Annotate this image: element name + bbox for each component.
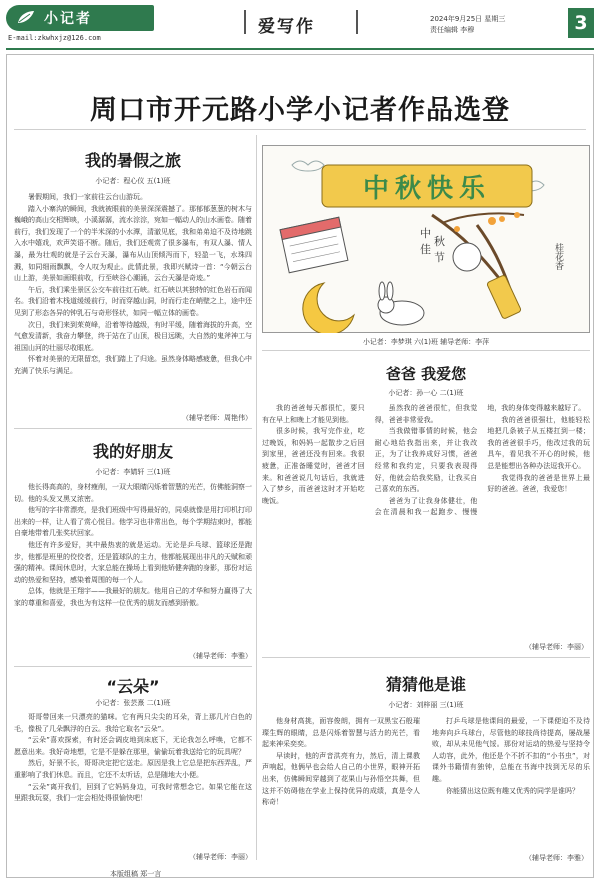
article-body-guess xyxy=(262,716,590,848)
article-separator xyxy=(14,666,252,667)
article-body-friend xyxy=(14,482,252,610)
contact-email: E-mail:zkwhxjz@126.com xyxy=(8,34,101,42)
responsible-editor: 责任编辑 李穆 xyxy=(430,26,475,34)
page-number: 3 xyxy=(568,8,594,38)
paragraph: 我的爸爸每天都很忙，要只有在早上和晚上才能见到他。 xyxy=(262,404,365,424)
paragraph: 午后，我们乘坐景区公交车前往红石峡。红石峡以其独特的红色岩石而闻名。我们沿着木栈道缓缓前行，时而穿越山洞，时而行走在峭壁之上，途中还见到了形态各异的钟乳石与奇形怪状，如同一幅立体的画卷。 xyxy=(14,285,252,317)
paragraph: 爸爸为了让我身体健壮，他会在清晨和我一起跑步、慢慢地，我的身体变得越来越好了。 xyxy=(374,404,586,517)
section-divider-left xyxy=(244,10,246,34)
paragraph: 虽然我的爸爸很忙，但我觉得，爸爸非常爱我。 xyxy=(374,404,478,424)
article-body-dad xyxy=(262,403,590,639)
article-byline-summer: 小记者：程心仪 五(1)班 xyxy=(95,177,171,185)
drawing-caption: 小记者：李梦琪 六(1)班 辅导老师：李萍 xyxy=(362,338,490,346)
drawing-headline: 中秋快乐 xyxy=(362,174,492,204)
paragraph: 他写的字非常漂亮，是我们班级中写得最好的，同桌就像是用打印机打印出来的一样，让人看了赏心悦目。他学习也非常出色，每个学期结束时，都能自豪地带着几张奖状回家。 xyxy=(14,506,252,538)
paragraph: “云朵”喜欢探索，有时还会调皮地到床底下，无论我怎么呼唤，它都不愿意出来。我好奇地想，它是不是躲在那里，偷偷玩着我送给它的玩具呢？ xyxy=(14,736,252,756)
article-adviser-dad: （辅导老师：李丽） xyxy=(525,643,588,651)
section-divider-right xyxy=(356,10,358,34)
article-separator xyxy=(14,428,252,429)
page-title: 周口市开元路小学小记者作品选登 xyxy=(90,95,510,126)
paragraph: 你能猜出这位既有趣又优秀的同学是谁吗？ xyxy=(446,786,579,795)
paragraph: 暑假期间，我们一家前往云台山游玩。 xyxy=(28,193,147,201)
article-adviser-summer: （辅导老师：周艳伟） xyxy=(182,414,252,422)
drawing-osmanthus-text: 桂花香 xyxy=(553,243,563,270)
paragraph: 我觉得我的爸爸是世界上最好的爸爸。爸爸，我爱您！ xyxy=(487,473,590,494)
article-adviser-cloud: （辅导老师：李丽） xyxy=(189,853,252,861)
article-byline-guess: 小记者：刘梓丽 三(1)班 xyxy=(388,701,464,709)
paragraph: 他身材高挑，面容俊朗，拥有一双黑宝石般璀璨生辉的眼睛，总是闪烁着智慧与活力的光芒，看起来神采奕奕。 xyxy=(262,717,420,749)
title-rule xyxy=(14,129,586,130)
paragraph: 他还有许多爱好，其中最热衷的就是运动。无论是乒乓球、篮球还是跑步，他都是班里的佼佼者，还是篮球队的主力，他都能展现出非凡的天赋和顽强的精神。课间休息时，大家总能在操场上看到他矫健奔跑的身影，那份对运动的热爱和坚持，感染着周围的每一个人。 xyxy=(14,540,252,584)
issue-date: 2024年9月25日 星期三 xyxy=(430,15,506,23)
paragraph: 踏入小寨沟的瞬间，我就被眼前的美景深深震撼了。那郁郁葱葱的树木与巍峨的高山交相辉映，小溪潺潺，流水淙淙，宛如一幅动人的山水画卷。随着前行，我们发现了一个的半米深的小水潭，清澈见底，我和弟弟迫不及待地跳入水中嬉戏，欢声笑语不断。随后，我们还观赏了很多瀑布，有双人瀑、情人瀑，最为壮观的就是子云台天瀑，瀑布从山顶倾泻而下，轻盈一飞，水珠四溅，如同细雨飘飘，令人叹为观止。此情此景，我即兴赋诗一首：“今朝云台山上游，美景如画眼前收，行至峡谷心潮涌，云台天瀑是奇迹。” xyxy=(14,204,252,283)
article-separator xyxy=(262,657,590,658)
paragraph: 次日，我们来到茱萸峰，沿着等待越级，有时平缓，随着海拔的升高，空气愈发清新，我奋力攀登，终于站在了山顶，极目远眺，大自然的鬼斧神工与祖国山河的壮丽尽收眼底。 xyxy=(14,320,252,352)
masthead-title: 小记者 xyxy=(44,11,92,27)
mid-autumn-drawing xyxy=(262,145,590,333)
paragraph: 哥哥带回来一只漂亮的猫咪。它有两只尖尖的耳朵，背上那几片白色的毛，像极了几朵飘浮的白云。我给它取名“云朵”。 xyxy=(14,713,252,733)
paragraph: 当我做错事情的时候，他会耐心地给我指出来，并让我改正，为了让我养成好习惯，爸爸经常和我约定，只要我表现得好，他就会给我奖励，让我买自己喜欢的东西。 xyxy=(374,427,478,494)
page-compiler: 本版组稿 郑一言 xyxy=(110,870,162,878)
paragraph: 然后，好景不长，哥哥决定把它送走。原因是我上它总是把东西弄乱，严重影响了我们休息。而且，它还不太听话，总是随地大小便。 xyxy=(14,759,252,779)
paragraph: 总体，他就是王翔宇——我最好的朋友。他用自己的才华和努力赢得了大家的尊重和喜爱，我也为有这样一位优秀的朋友而感到骄傲。 xyxy=(14,587,252,607)
article-byline-dad: 小记者：孙一心 二(1)班 xyxy=(388,389,464,397)
article-title-dad: 爸爸 我爱您 xyxy=(385,365,467,383)
leaf-icon xyxy=(16,9,36,25)
article-title-cloud: “云朵” xyxy=(106,677,160,696)
article-title-summer: 我的暑假之旅 xyxy=(84,151,181,170)
article-byline-friend: 小记者：李婧轩 三(1)班 xyxy=(95,468,171,476)
article-body-summer xyxy=(14,192,252,378)
paragraph: 我的爸爸很强壮，他能轻松地把几条被子从五楼扛到一楼；我的爸爸很手巧，他改过我的玩具车，看见我不开心的时候，他总是能想出各种办法逗我开心。 xyxy=(487,415,590,470)
column-divider xyxy=(256,135,257,860)
article-byline-cloud: 小记者：张芸熹 二(1)班 xyxy=(95,699,171,707)
article-adviser-guess: （辅导老师：李雅） xyxy=(525,854,588,862)
paragraph: 早读时，他的声音洪亮有力，然后，清上课教声响起，他俩早也会给人自己的小世界，眼神开拓出来，仿佛瞬间穿越到了花果山与孙悟空共舞，但这并不妨碍他在学业上保持优异的成绩，真是令人称奇！ xyxy=(262,751,420,807)
article-title-friend: 我的好朋友 xyxy=(92,442,173,461)
paragraph: 很多时候，我写完作业，吃过晚饭，和妈妈一起散步之后回到家里，爸爸还没有回来。我很疲惫，正准备睡觉时，爸爸才回来。和爸爸说几句话后，我就进入了梦乡，而爸爸这时才开始吃晚饭。 xyxy=(262,427,365,505)
paragraph: “云朵”离开我们，回到了它妈妈身边，可我时常想念它。如果它能在这里跟我玩耍，我们一定会相处得很愉快吧！ xyxy=(14,782,252,803)
picture-separator xyxy=(262,350,590,351)
drawing-vertical-text: 中秋佳节 xyxy=(420,227,445,264)
paragraph: 他长得高高的，身材瘦削，一双大眼睛闪烁着智慧的光芒，仿佛能洞察一切。他的头发又黑又浓密。 xyxy=(14,483,252,503)
paragraph: 打乒乓球是他课间的最爱，一下课便迫不及待地奔向乒乓球台，尽管他的球技尚待提高，屡战屡败，却从未见他气馁。那份对运动的热爱与坚持令人动容，此外，他还是个不折不扣的“小书虫”，对课外书籍情有独钟，总能在书海中找到无尽的乐趣。 xyxy=(432,717,590,783)
header-rule xyxy=(6,48,594,50)
paragraph: 怀着对美景的无限留恋，我们踏上了归途。虽然身体略感疲惫，但我心中充满了快乐与满足。 xyxy=(14,355,252,375)
article-adviser-friend: （辅导老师：李雅） xyxy=(189,652,252,660)
article-body-cloud xyxy=(14,712,252,805)
section-name: 爱写作 xyxy=(258,17,315,37)
article-title-guess: 猜猜他是谁 xyxy=(385,675,466,694)
